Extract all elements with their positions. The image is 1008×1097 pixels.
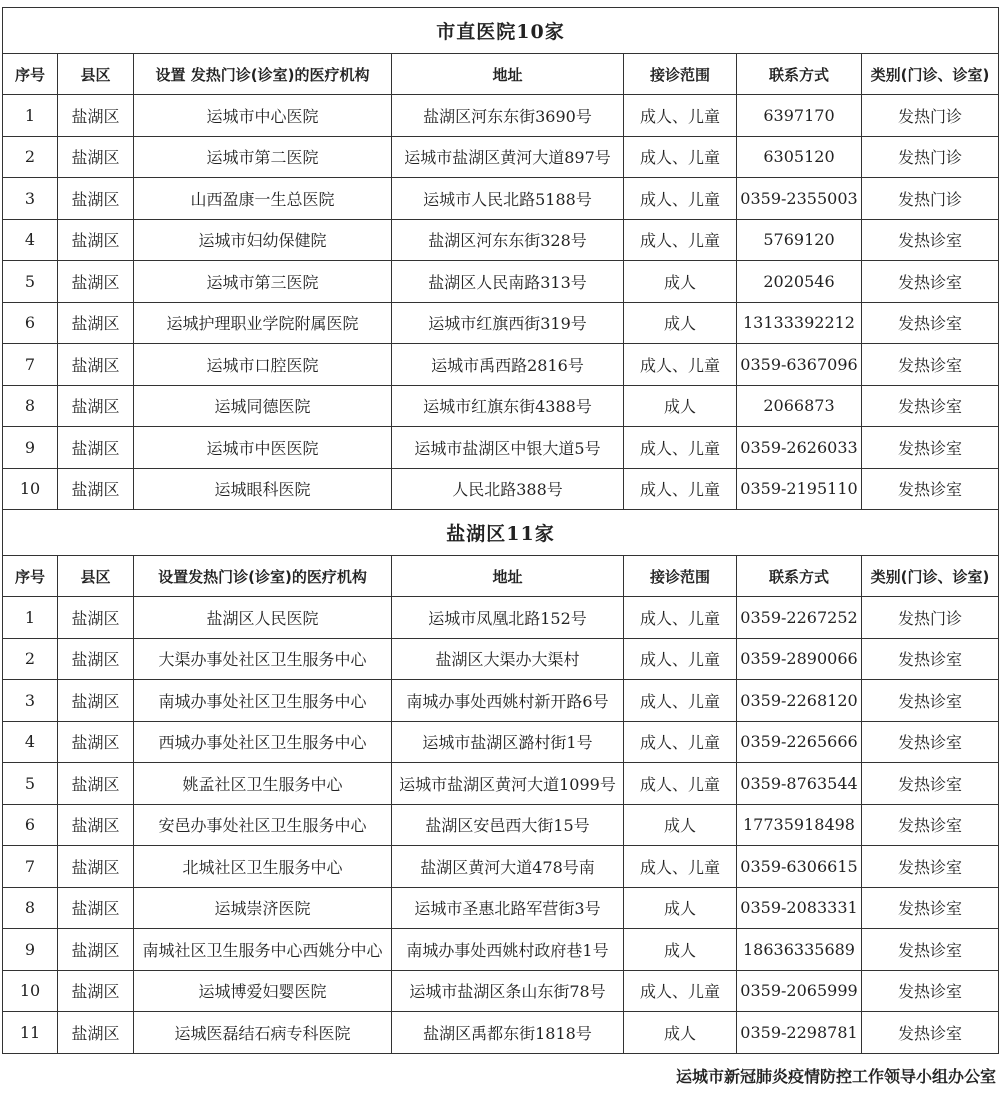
table-cell: 运城市中心医院 [134,95,392,137]
table-cell: 发热诊室 [862,721,999,763]
table-cell: 1 [3,597,58,639]
column-header: 地址 [392,54,624,95]
table-cell: 盐湖区 [58,721,134,763]
table-cell: 南城办事处西姚村新开路6号 [392,680,624,722]
column-header: 序号 [3,54,58,95]
table-cell: 运城市红旗西街319号 [392,302,624,344]
table-cell: 运城崇济医院 [134,887,392,929]
table-cell: 成人 [624,1012,737,1054]
table-cell: 盐湖区河东东街328号 [392,219,624,261]
table-cell: 13133392212 [737,302,862,344]
table-row [3,1012,999,1054]
table-cell: 盐湖区 [58,638,134,680]
table-cell: 0359-2065999 [737,970,862,1012]
table-cell: 发热门诊 [862,597,999,639]
table-cell: 成人、儿童 [624,597,737,639]
table-cell: 发热门诊 [862,95,999,137]
table-cell: 成人、儿童 [624,427,737,469]
table-cell: 发热诊室 [862,887,999,929]
table-row [3,136,999,178]
table-cell: 发热诊室 [862,468,999,510]
table-cell: 成人、儿童 [624,219,737,261]
table-cell: 发热诊室 [862,427,999,469]
table-cell: 10 [3,468,58,510]
table-cell: 0359-8763544 [737,763,862,805]
table-cell: 运城市盐湖区条山东街78号 [392,970,624,1012]
column-header: 接诊范围 [624,556,737,597]
table-row [3,302,999,344]
table-cell: 盐湖区 [58,887,134,929]
section2-title-row [3,510,999,556]
table-cell: 运城市盐湖区黄河大道897号 [392,136,624,178]
table-cell: 盐湖区 [58,178,134,220]
table-cell: 0359-2626033 [737,427,862,469]
table-cell: 运城市人民北路5188号 [392,178,624,220]
table-cell: 运城市红旗东街4388号 [392,385,624,427]
table-cell: 盐湖区 [58,261,134,303]
table-cell: 0359-2890066 [737,638,862,680]
table-cell: 发热诊室 [862,763,999,805]
table-cell: 运城市中医医院 [134,427,392,469]
table-cell: 盐湖区 [58,1012,134,1054]
table-cell: 成人、儿童 [624,95,737,137]
table-cell: 3 [3,178,58,220]
table-cell: 运城医磊结石病专科医院 [134,1012,392,1054]
table-cell: 盐湖区 [58,763,134,805]
table-cell: 发热诊室 [862,929,999,971]
table-cell: 盐湖区 [58,468,134,510]
table-cell: 盐湖区安邑西大街15号 [392,804,624,846]
table-cell: 0359-6306615 [737,846,862,888]
table-row [3,95,999,137]
header-row [3,54,999,95]
table-cell: 发热诊室 [862,385,999,427]
table-cell: 安邑办事处社区卫生服务中心 [134,804,392,846]
table-cell: 2 [3,638,58,680]
table-cell: 盐湖区 [58,846,134,888]
table-cell: 0359-2268120 [737,680,862,722]
table-cell: 发热诊室 [862,261,999,303]
section1-title-row [3,8,999,54]
table-cell: 运城市口腔医院 [134,344,392,386]
table-cell: 成人、儿童 [624,638,737,680]
table-cell: 运城市妇幼保健院 [134,219,392,261]
table-row [3,721,999,763]
table-cell: 发热诊室 [862,804,999,846]
table-cell: 4 [3,721,58,763]
table-cell: 姚孟社区卫生服务中心 [134,763,392,805]
table-cell: 盐湖区人民南路313号 [392,261,624,303]
table-cell: 盐湖区 [58,929,134,971]
table-cell: 发热诊室 [862,1012,999,1054]
column-header: 类别(门诊、诊室) [862,556,999,597]
table-cell: 0359-6367096 [737,344,862,386]
table-cell: 运城市盐湖区黄河大道1099号 [392,763,624,805]
table-cell: 南城社区卫生服务中心西姚分中心 [134,929,392,971]
table-cell: 发热诊室 [862,219,999,261]
table-cell: 4 [3,219,58,261]
table-cell: 5 [3,763,58,805]
table-row [3,887,999,929]
column-header: 联系方式 [737,54,862,95]
table-row [3,219,999,261]
table-row [3,804,999,846]
table-cell: 5769120 [737,219,862,261]
table-row [3,680,999,722]
table-cell: 运城市盐湖区中银大道5号 [392,427,624,469]
table-cell: 运城同德医院 [134,385,392,427]
table-cell: 盐湖区 [58,302,134,344]
table-cell: 北城社区卫生服务中心 [134,846,392,888]
column-header: 县区 [58,54,134,95]
column-header: 联系方式 [737,556,862,597]
table-cell: 盐湖区 [58,597,134,639]
table-row [3,929,999,971]
table-row [3,638,999,680]
table-cell: 0359-2298781 [737,1012,862,1054]
table-row [3,597,999,639]
table-cell: 运城护理职业学院附属医院 [134,302,392,344]
table-cell: 成人、儿童 [624,763,737,805]
table-cell: 山西盈康一生总医院 [134,178,392,220]
table-cell: 发热诊室 [862,344,999,386]
table-cell: 5 [3,261,58,303]
table-cell: 成人、儿童 [624,136,737,178]
table-cell: 10 [3,970,58,1012]
table-cell: 盐湖区 [58,970,134,1012]
column-header: 设置 发热门诊(诊室)的医疗机构 [134,54,392,95]
table-cell: 盐湖区河东东街3690号 [392,95,624,137]
table-cell: 运城市第二医院 [134,136,392,178]
column-header: 接诊范围 [624,54,737,95]
table-cell: 成人、儿童 [624,344,737,386]
table-cell: 0359-2265666 [737,721,862,763]
table-cell: 盐湖区 [58,344,134,386]
table-row [3,344,999,386]
table-cell: 运城市圣惠北路军营街3号 [392,887,624,929]
table-cell: 运城眼科医院 [134,468,392,510]
table-cell: 18636335689 [737,929,862,971]
table-row [3,385,999,427]
table-cell: 盐湖区大渠办大渠村 [392,638,624,680]
table-cell: 1 [3,95,58,137]
table-cell: 盐湖区 [58,385,134,427]
table-cell: 6 [3,804,58,846]
table-cell: 0359-2355003 [737,178,862,220]
table-cell: 发热门诊 [862,178,999,220]
table-cell: 成人 [624,302,737,344]
table-cell: 0359-2267252 [737,597,862,639]
table-body [3,8,999,1054]
table-cell: 成人、儿童 [624,468,737,510]
table-cell: 盐湖区 [58,680,134,722]
table-cell: 发热诊室 [862,680,999,722]
table-cell: 盐湖区黄河大道478号南 [392,846,624,888]
table-cell: 0359-2195110 [737,468,862,510]
section-title: 盐湖区11家 [3,510,999,556]
table-cell: 2066873 [737,385,862,427]
table-cell: 7 [3,344,58,386]
table-cell: 成人 [624,929,737,971]
table-cell: 运城市凤凰北路152号 [392,597,624,639]
table-row [3,178,999,220]
table-cell: 8 [3,385,58,427]
table-row [3,970,999,1012]
table-cell: 人民北路388号 [392,468,624,510]
table-cell: 运城市第三医院 [134,261,392,303]
table-cell: 11 [3,1012,58,1054]
table-cell: 盐湖区人民医院 [134,597,392,639]
table-cell: 8 [3,887,58,929]
table-cell: 盐湖区 [58,804,134,846]
table-row [3,261,999,303]
table-cell: 成人、儿童 [624,970,737,1012]
table-cell: 成人 [624,261,737,303]
table-cell: 发热诊室 [862,846,999,888]
column-header: 设置发热门诊(诊室)的医疗机构 [134,556,392,597]
table-cell: 0359-2083331 [737,887,862,929]
table-row [3,763,999,805]
table-row [3,427,999,469]
table-cell: 发热诊室 [862,970,999,1012]
table-cell: 7 [3,846,58,888]
table-cell: 运城市禹西路2816号 [392,344,624,386]
column-header: 地址 [392,556,624,597]
table-cell: 成人、儿童 [624,846,737,888]
table-cell: 6397170 [737,95,862,137]
issuer-footer: 运城市新冠肺炎疫情防控工作领导小组办公室 [675,1067,996,1086]
table-cell: 盐湖区 [58,136,134,178]
column-header: 类别(门诊、诊室) [862,54,999,95]
table-cell: 成人 [624,887,737,929]
table-cell: 2 [3,136,58,178]
column-header: 序号 [3,556,58,597]
table-cell: 发热诊室 [862,638,999,680]
table-cell: 发热诊室 [862,302,999,344]
table-cell: 盐湖区禹都东街1818号 [392,1012,624,1054]
table-cell: 2020546 [737,261,862,303]
table-cell: 17735918498 [737,804,862,846]
table-cell: 运城市盐湖区潞村街1号 [392,721,624,763]
column-header: 县区 [58,556,134,597]
table-cell: 发热门诊 [862,136,999,178]
table-cell: 盐湖区 [58,427,134,469]
table-cell: 运城博爱妇婴医院 [134,970,392,1012]
table-cell: 6 [3,302,58,344]
table-cell: 9 [3,929,58,971]
table-cell: 成人、儿童 [624,721,737,763]
table-cell: 大渠办事处社区卫生服务中心 [134,638,392,680]
table-cell: 成人 [624,804,737,846]
table-cell: 盐湖区 [58,219,134,261]
table-cell: 3 [3,680,58,722]
table-cell: 南城办事处西姚村政府巷1号 [392,929,624,971]
hospital-table [2,7,999,1054]
section-title: 市直医院10家 [3,8,999,54]
table-row [3,846,999,888]
table-cell: 成人、儿童 [624,178,737,220]
table-cell: 9 [3,427,58,469]
table-cell: 南城办事处社区卫生服务中心 [134,680,392,722]
table-cell: 成人、儿童 [624,680,737,722]
table-row [3,468,999,510]
table-cell: 成人 [624,385,737,427]
table-cell: 西城办事处社区卫生服务中心 [134,721,392,763]
table-cell: 6305120 [737,136,862,178]
table-cell: 盐湖区 [58,95,134,137]
header-row [3,556,999,597]
